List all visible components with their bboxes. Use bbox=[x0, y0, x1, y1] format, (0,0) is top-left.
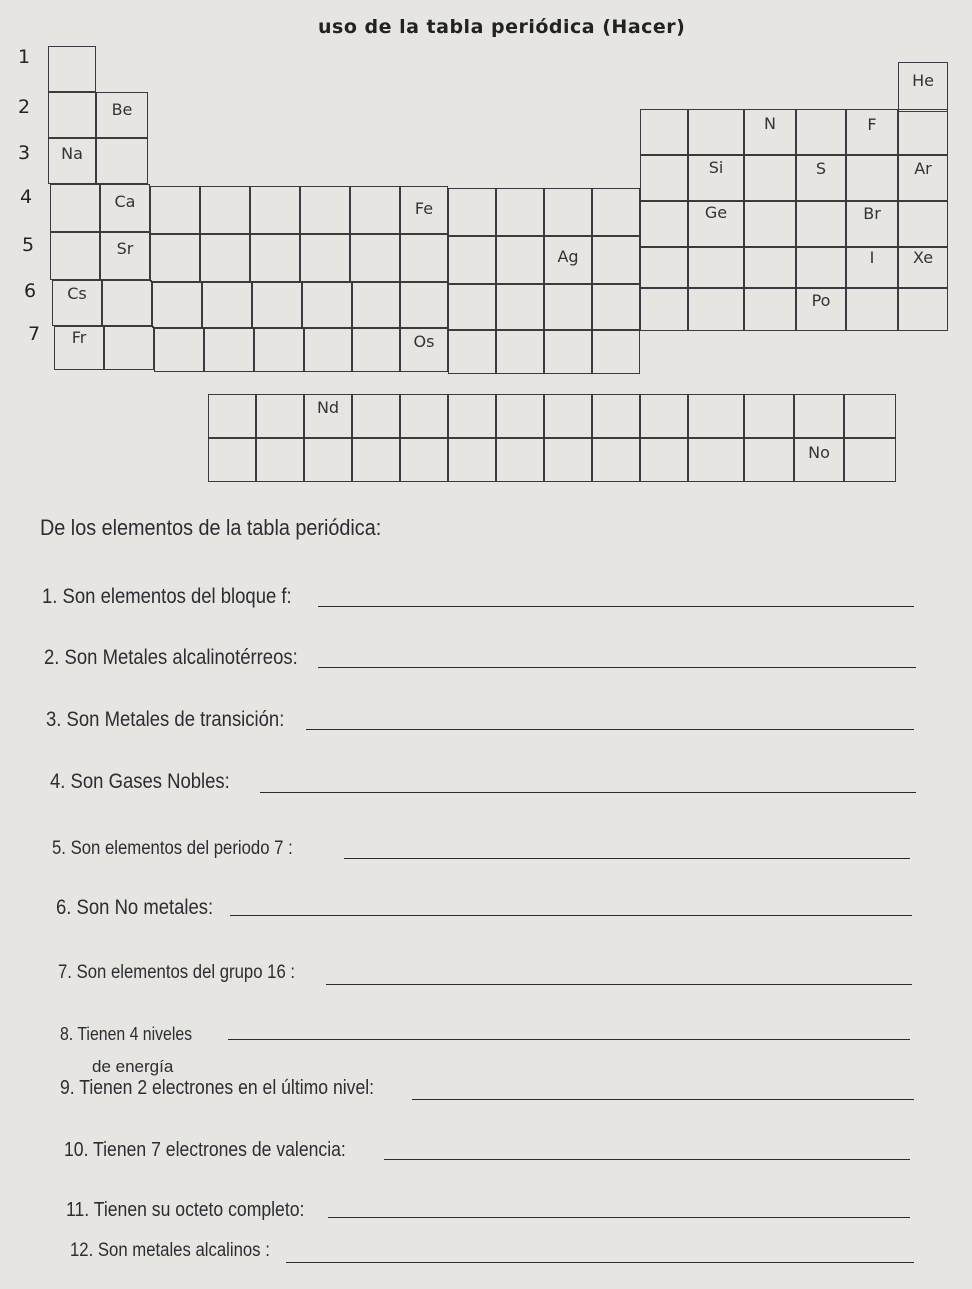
element-cell bbox=[744, 438, 794, 482]
element-cell-Be: Be bbox=[96, 92, 148, 138]
element-cell bbox=[200, 186, 250, 234]
element-cell bbox=[744, 287, 796, 331]
element-cell bbox=[200, 234, 250, 282]
question-8-continuation: de energía bbox=[92, 1057, 174, 1076]
question-text: Son Metales de transición: bbox=[66, 708, 285, 731]
question-number: 3. bbox=[46, 708, 62, 731]
question-number: 5. bbox=[52, 838, 66, 859]
element-cell bbox=[48, 92, 96, 138]
element-cell bbox=[96, 138, 148, 184]
answer-line-2[interactable] bbox=[318, 667, 916, 668]
element-cell bbox=[400, 234, 448, 282]
question-number: 11. bbox=[66, 1199, 90, 1221]
element-cell bbox=[48, 46, 96, 92]
element-cell bbox=[352, 328, 400, 372]
element-cell bbox=[898, 201, 948, 247]
element-cell bbox=[688, 438, 744, 482]
element-cell bbox=[640, 247, 688, 289]
element-cell-Fr: Fr bbox=[54, 326, 104, 370]
question-9 bbox=[60, 1077, 417, 1100]
element-cell-Na: Na bbox=[48, 138, 96, 184]
question-12 bbox=[70, 1240, 297, 1262]
question-number: 10. bbox=[64, 1139, 89, 1161]
element-cell-Os: Os bbox=[400, 328, 448, 372]
row-number-7: 7 bbox=[28, 323, 41, 345]
question-number: 2. bbox=[44, 646, 60, 669]
element-cell bbox=[204, 328, 254, 372]
worksheet-title: uso de la tabla periódica (Hacer) bbox=[318, 16, 686, 38]
element-cell bbox=[544, 330, 592, 374]
element-cell-I: I bbox=[846, 247, 898, 289]
element-cell-Ag: Ag bbox=[544, 236, 592, 284]
row-number-4: 4 bbox=[20, 186, 33, 208]
question-text: Tienen su octeto completo: bbox=[93, 1199, 305, 1221]
element-cell bbox=[448, 284, 496, 330]
element-cell-Nd: Nd bbox=[304, 394, 352, 438]
element-cell bbox=[688, 287, 744, 331]
question-6 bbox=[56, 896, 235, 920]
element-cell bbox=[254, 328, 304, 372]
element-cell bbox=[256, 394, 304, 438]
answer-line-8[interactable] bbox=[228, 1039, 910, 1040]
element-cell bbox=[794, 394, 844, 438]
answer-line-6[interactable] bbox=[230, 915, 912, 916]
question-text: Son elementos del grupo 16 : bbox=[76, 962, 296, 983]
element-cell bbox=[496, 438, 544, 482]
element-cell bbox=[846, 287, 898, 331]
element-cell bbox=[688, 247, 744, 289]
question-10 bbox=[64, 1139, 384, 1162]
answer-line-7[interactable] bbox=[326, 984, 912, 985]
element-cell bbox=[448, 188, 496, 236]
question-number: 8. bbox=[60, 1024, 74, 1044]
answer-line-12[interactable] bbox=[286, 1262, 914, 1263]
element-cell-Ca: Ca bbox=[100, 184, 150, 232]
element-cell bbox=[496, 330, 544, 374]
answer-line-9[interactable] bbox=[412, 1099, 914, 1100]
element-cell bbox=[256, 438, 304, 482]
element-cell bbox=[898, 287, 948, 331]
element-cell-S: S bbox=[796, 155, 846, 201]
element-cell bbox=[448, 236, 496, 284]
element-cell bbox=[544, 438, 592, 482]
element-cell bbox=[844, 438, 896, 482]
element-cell bbox=[688, 394, 744, 438]
answer-line-4[interactable] bbox=[260, 792, 916, 793]
element-cell bbox=[592, 188, 640, 236]
question-text: Tienen 2 electrones en el último nivel: bbox=[79, 1077, 375, 1099]
answer-line-1[interactable] bbox=[318, 606, 914, 607]
element-cell bbox=[202, 282, 252, 328]
element-cell bbox=[744, 247, 796, 289]
element-cell bbox=[154, 328, 204, 372]
element-cell bbox=[352, 282, 400, 328]
element-cell bbox=[796, 109, 846, 155]
element-cell bbox=[688, 109, 744, 155]
element-cell bbox=[50, 184, 100, 232]
element-cell bbox=[496, 284, 544, 330]
element-cell bbox=[496, 236, 544, 284]
element-cell bbox=[208, 394, 256, 438]
answer-line-5[interactable] bbox=[344, 858, 910, 859]
element-cell bbox=[400, 282, 448, 328]
element-cell bbox=[640, 155, 688, 201]
element-cell bbox=[640, 394, 688, 438]
element-cell bbox=[592, 330, 640, 374]
element-cell-No: No bbox=[794, 438, 844, 482]
element-cell bbox=[350, 234, 400, 282]
question-7 bbox=[58, 962, 327, 984]
element-cell bbox=[796, 247, 846, 289]
answer-line-10[interactable] bbox=[384, 1159, 910, 1160]
element-cell bbox=[744, 394, 794, 438]
question-text: Tienen 4 niveles bbox=[77, 1024, 193, 1044]
question-number: 6. bbox=[56, 896, 72, 919]
element-cell bbox=[640, 438, 688, 482]
question-text: Son elementos del bloque f: bbox=[62, 585, 292, 608]
question-number: 9. bbox=[60, 1077, 75, 1099]
row-number-1: 1 bbox=[18, 46, 31, 68]
question-text: Son elementos del periodo 7 : bbox=[70, 838, 293, 859]
element-cell bbox=[302, 282, 352, 328]
element-cell bbox=[400, 394, 448, 438]
element-cell bbox=[796, 201, 846, 247]
row-number-2: 2 bbox=[18, 96, 31, 118]
element-cell bbox=[250, 234, 300, 282]
element-cell bbox=[744, 201, 796, 247]
element-cell bbox=[640, 201, 688, 247]
element-cell bbox=[544, 394, 592, 438]
question-text: Son Metales alcalinotérreos: bbox=[64, 646, 298, 669]
element-cell bbox=[592, 438, 640, 482]
element-cell bbox=[640, 287, 688, 331]
question-3 bbox=[46, 708, 317, 732]
element-cell-Br: Br bbox=[846, 201, 898, 247]
question-text: Son Gases Nobles: bbox=[70, 770, 230, 793]
element-cell-Si: Si bbox=[688, 155, 744, 201]
element-cell bbox=[448, 438, 496, 482]
element-cell-Cs: Cs bbox=[52, 280, 102, 326]
question-4 bbox=[50, 770, 254, 794]
element-cell bbox=[898, 109, 948, 155]
element-cell bbox=[152, 282, 202, 328]
element-cell bbox=[592, 284, 640, 330]
element-cell bbox=[150, 186, 200, 234]
element-cell bbox=[844, 394, 896, 438]
question-number: 12. bbox=[70, 1240, 94, 1261]
element-cell bbox=[592, 394, 640, 438]
row-number-3: 3 bbox=[18, 142, 31, 164]
element-cell bbox=[448, 330, 496, 374]
element-cell bbox=[250, 186, 300, 234]
element-cell bbox=[544, 284, 592, 330]
element-cell bbox=[592, 236, 640, 284]
question-11 bbox=[66, 1199, 337, 1222]
question-text: Son No metales: bbox=[76, 896, 214, 919]
question-5 bbox=[52, 838, 326, 860]
question-text: Tienen 7 electrones de valencia: bbox=[93, 1139, 346, 1161]
element-cell bbox=[50, 232, 100, 280]
question-number: 1. bbox=[42, 585, 58, 608]
answer-line-11[interactable] bbox=[328, 1217, 910, 1218]
element-cell-Fe: Fe bbox=[400, 186, 448, 234]
element-cell bbox=[104, 326, 154, 370]
element-cell-F: F bbox=[846, 109, 898, 155]
row-number-6: 6 bbox=[24, 280, 37, 302]
answer-line-3[interactable] bbox=[306, 729, 914, 730]
element-cell bbox=[252, 282, 302, 328]
element-cell bbox=[208, 438, 256, 482]
element-cell-He: He bbox=[898, 62, 948, 112]
question-number: 4. bbox=[50, 770, 66, 793]
element-cell bbox=[544, 188, 592, 236]
element-cell-Ar: Ar bbox=[898, 155, 948, 201]
question-2 bbox=[44, 646, 332, 670]
element-cell bbox=[300, 186, 350, 234]
element-cell bbox=[150, 234, 200, 282]
element-cell-N: N bbox=[744, 109, 796, 155]
element-cell-Ge: Ge bbox=[688, 201, 744, 247]
element-cell bbox=[448, 394, 496, 438]
element-cell bbox=[304, 328, 352, 372]
element-cell bbox=[846, 155, 898, 201]
element-cell bbox=[300, 234, 350, 282]
element-cell bbox=[352, 394, 400, 438]
row-number-5: 5 bbox=[22, 234, 35, 256]
element-cell bbox=[496, 188, 544, 236]
element-cell bbox=[640, 109, 688, 155]
question-1 bbox=[42, 585, 326, 609]
element-cell-Xe: Xe bbox=[898, 247, 948, 289]
question-number: 7. bbox=[58, 962, 72, 983]
question-8 bbox=[60, 1024, 210, 1045]
element-cell bbox=[744, 155, 796, 201]
question-text: Son metales alcalinos : bbox=[97, 1240, 270, 1261]
element-cell bbox=[350, 186, 400, 234]
element-cell-Sr: Sr bbox=[100, 232, 150, 280]
element-cell bbox=[496, 394, 544, 438]
element-cell-Po: Po bbox=[796, 287, 846, 331]
element-cell bbox=[352, 438, 400, 482]
questions-heading: De los elementos de la tabla periódica: bbox=[40, 515, 382, 540]
element-cell bbox=[304, 438, 352, 482]
element-cell bbox=[102, 280, 152, 326]
element-cell bbox=[400, 438, 448, 482]
